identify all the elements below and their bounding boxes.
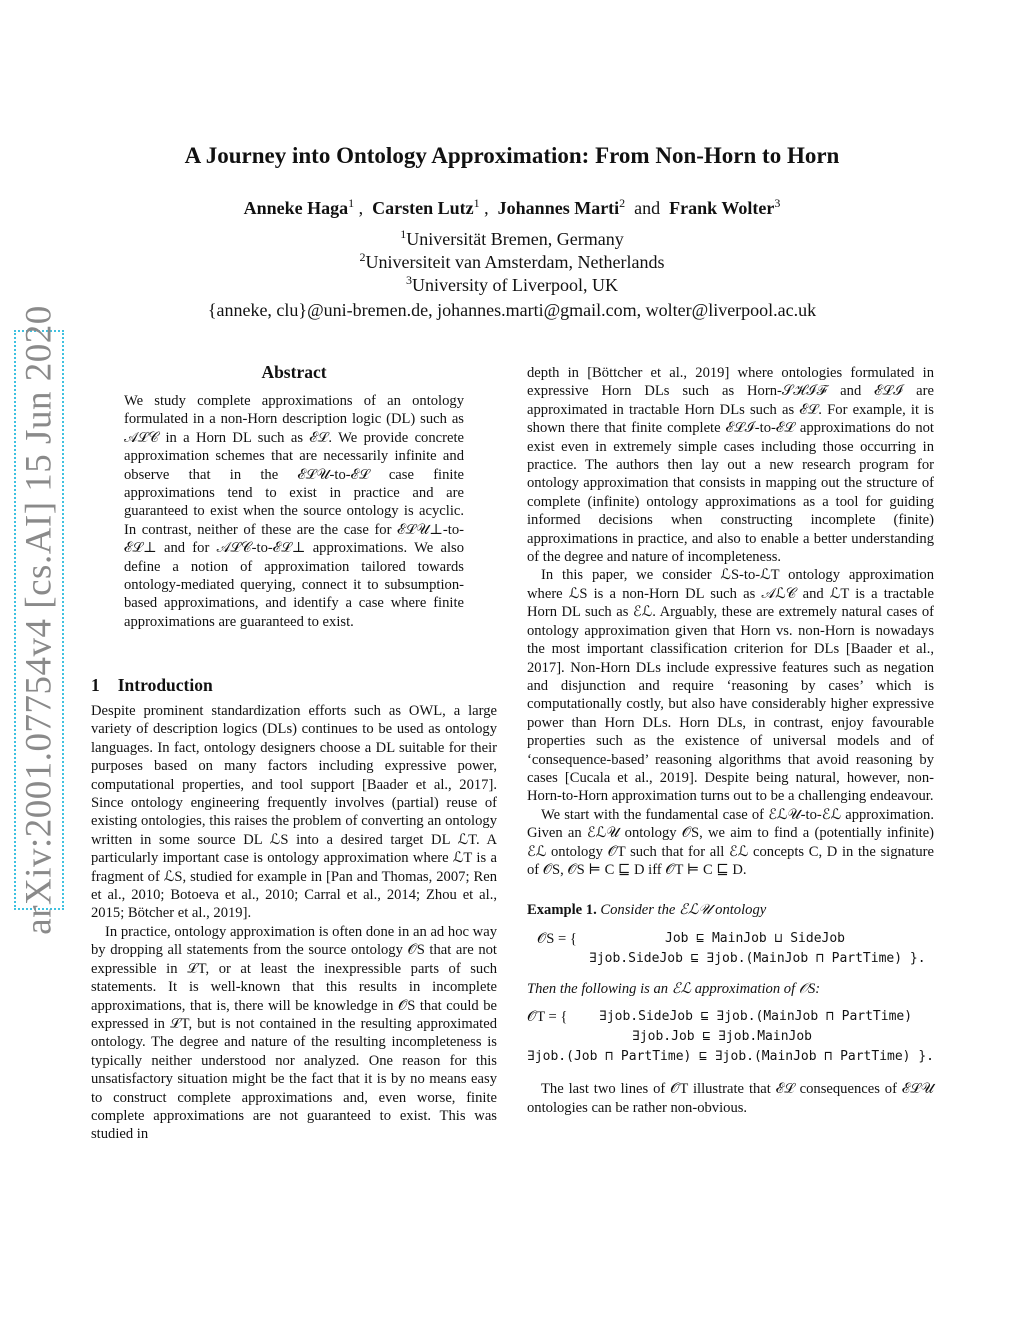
paragraph: In this paper, we consider ℒS-to-ℒT ontology approximation where ℒS is a non-Horn DL such as 𝒜ℒ𝒞 and ℒT is a tractable Horn DL such as ℰℒ. Arguably, these are extremely natural cases of ontology approximation given that Horn vs. non-Horn is nowadays the most important classification criterion for DLs [Baader et al., 2017]. Non-Horn DLs include expressive features such as negation and disjunction and require ‘reasoning by cases’ which is computationally costly, but also have considerably higher expressive power than Horn DLs. Horn DLs, in contrast, enjoy favourable properties such as the existence of universal models and of ‘consequence-based’ reasoning algorithms that avoid reasoning by cases [Cucala et al., 2019]. Despite being natural, however, non-Horn-to-Horn approximation turns out to be a challenging endeavour. <box>527 567 934 805</box>
ontology-ot-lhs: 𝒪T = { <box>527 1009 568 1026</box>
author-separator: , <box>484 198 489 218</box>
affiliation-mark: 3 <box>406 273 413 287</box>
paragraph: The last two lines of 𝒪T illustrate that ℰℒ consequences of ℰℒ𝒰 ontologies can be rather non-obvious. <box>527 1081 934 1116</box>
introduction-body <box>91 702 497 1144</box>
section-title: Introduction <box>117 675 213 695</box>
affiliation-text: Universiteit van Amsterdam, Netherlands <box>365 252 665 272</box>
author-emails: {anneke, clu}@uni-bremen.de, johannes.marti@gmail.com, wolter@liverpool.ac.uk <box>207 300 817 320</box>
abstract-body <box>124 392 464 631</box>
affiliation <box>0 273 1024 296</box>
ontology-axiom: ∃job.Job ⊑ ∃job.MainJob <box>632 1029 813 1045</box>
affiliation-text: University of Liverpool, UK <box>412 275 618 295</box>
ontology-ot <box>527 1008 934 1068</box>
ontology-axiom: ∃job.SideJob ⊑ ∃job.(MainJob ⊓ PartTime) }. <box>589 950 926 966</box>
arxiv-stamp-text: arXiv:2001.07754v4 [cs.AI] 15 Jun 2020 <box>18 305 60 935</box>
affiliation-text: Universität Bremen, Germany <box>406 229 624 249</box>
ontology-os-lhs: 𝒪S = { <box>537 930 577 947</box>
author-and: and <box>634 198 661 218</box>
ontology-axiom: ∃job.SideJob ⊑ ∃job.(MainJob ⊓ PartTime) <box>599 1009 913 1025</box>
abstract-heading: Abstract <box>261 362 327 382</box>
abstract-text: We study complete approximations of an ontology formulated in a non-Horn description logic (DL) such as 𝒜ℒ𝒞 in a Horn DL such as ℰℒ. We provide concrete approximation schemes that are necessarily infinite and observe that in the ℰℒ𝒰-to-ℰℒ case finite approximations tend to exist in practice and are guaranteed to exist when the source ontology is acyclic. In contrast, neither of these are the case for ℰℒ𝒰⊥-to-ℰℒ⊥ and for 𝒜ℒ𝒞-to-ℰℒ⊥ approximations. We also define a notion of approximation tailored towards ontology-mediated querying, connect it to subsumption-based approximations, and identify a case where finite approximations are guaranteed to exist. <box>124 393 464 630</box>
author-list <box>0 196 1024 219</box>
ontology-os <box>527 930 934 970</box>
author-name: Anneke Haga <box>243 198 349 218</box>
author-separator: , <box>358 198 364 218</box>
affiliation-mark: 2 <box>359 250 366 264</box>
paragraph: Despite prominent standardization efforts such as OWL, a large variety of description logics (DLs) continues to be used as ontology languages. In fact, ontology designers choose a DL suitable for their purposes based on many factors including expressive power, computational properties, and tool support [Baader et al., 2017]. Since ontology engineering frequently involves (partial) reuse of existing ontologies, this raises the problem of converting an ontology written in some source DL ℒS into a desired target DL ℒT. A particularly important case is ontology approximation where ℒT is a fragment of ℒS, studied for example in [Pan and Thomas, 2007; Ren et al., 2010; Botoeva et al., 2010; Carral et al., 2014; Zhou et al., 2015; Bötcher et al., 2019]. <box>91 703 497 922</box>
affiliation <box>0 227 1024 250</box>
affiliation-mark: 1 <box>400 227 407 241</box>
author-name: Johannes Marti <box>497 198 620 218</box>
example-then: Then the following is an ℰℒ approximation of 𝒪S: <box>527 980 821 997</box>
paragraph: We start with the fundamental case of ℰℒ𝒰-to-ℰℒ approximation. Given an ℰℒ𝒰 ontology 𝒪S, we aim to find a (potentially infinite) ℰℒ ontology 𝒪T such that for all ℰℒ concepts C, D in the signature of 𝒪S, 𝒪S ⊨ C ⊑ D iff 𝒪T ⊨ C ⊑ D. <box>527 806 934 878</box>
affiliation <box>0 250 1024 273</box>
right-column <box>527 364 934 1117</box>
paragraph: In practice, ontology approximation is often done in an ad hoc way by dropping all statements from the source ontology 𝒪S that are not expressible in ℒT, or at least the inexpressible parts of such statements. It is well-known that this results in incomplete approximations, that is, there will be knowledge in 𝒪S that could be expressed in ℒT, but is not contained in the resulting approximated ontology. The degree and nature of the resulting incompleteness is typically neither understood nor analyzed. One reason for this unsatisfactory situation might be the fact that it is by no means easy to construct complete approximations and, even worse, finite complete approximations are not guaranteed to exist. This was studied in <box>91 923 497 1143</box>
ontology-axiom: Job ⊑ MainJob ⊔ SideJob <box>665 930 846 946</box>
ontology-axiom: ∃job.(Job ⊓ PartTime) ⊑ ∃job.(MainJob ⊓ PartTime) }. <box>527 1049 934 1065</box>
example-label: Example 1. <box>527 902 597 919</box>
author-name: Frank Wolter <box>669 198 775 218</box>
author-affiliation-mark: 1 <box>473 196 480 210</box>
paragraph: depth in [Böttcher et al., 2019] where ontologies formulated in expressive Horn DLs such as Horn-𝒮ℋℐℱ and ℰℒℐ are approximated in tractable Horn DLs such as ℰℒ. For example, it is shown there that finite complete ℰℒℐ-to-ℰℒ approximations do not exist even in extremely simple cases including those occurring in practice. The authors then lay out a new research program for ontology approximation that consists in mapping out the structure of complete (infinite) ontology approximations as a tool for guiding informed decisions when constructing incomplete (finite) approximations in practice, and also to enable a better understanding of the degree and nature of incompleteness. <box>527 365 934 566</box>
example-heading <box>527 901 934 919</box>
arxiv-stamp <box>14 305 64 935</box>
section-heading <box>91 675 213 696</box>
section-number: 1 <box>91 675 100 695</box>
author-affiliation-mark: 3 <box>774 196 781 210</box>
example-intro: Consider the ℰℒ𝒰 ontology <box>600 902 767 919</box>
author-affiliation-mark: 1 <box>348 196 355 210</box>
author-name: Carsten Lutz <box>372 198 474 218</box>
paper-title: A Journey into Ontology Approximation: From Non-Horn to Horn <box>184 143 840 168</box>
author-affiliation-mark: 2 <box>619 196 626 210</box>
